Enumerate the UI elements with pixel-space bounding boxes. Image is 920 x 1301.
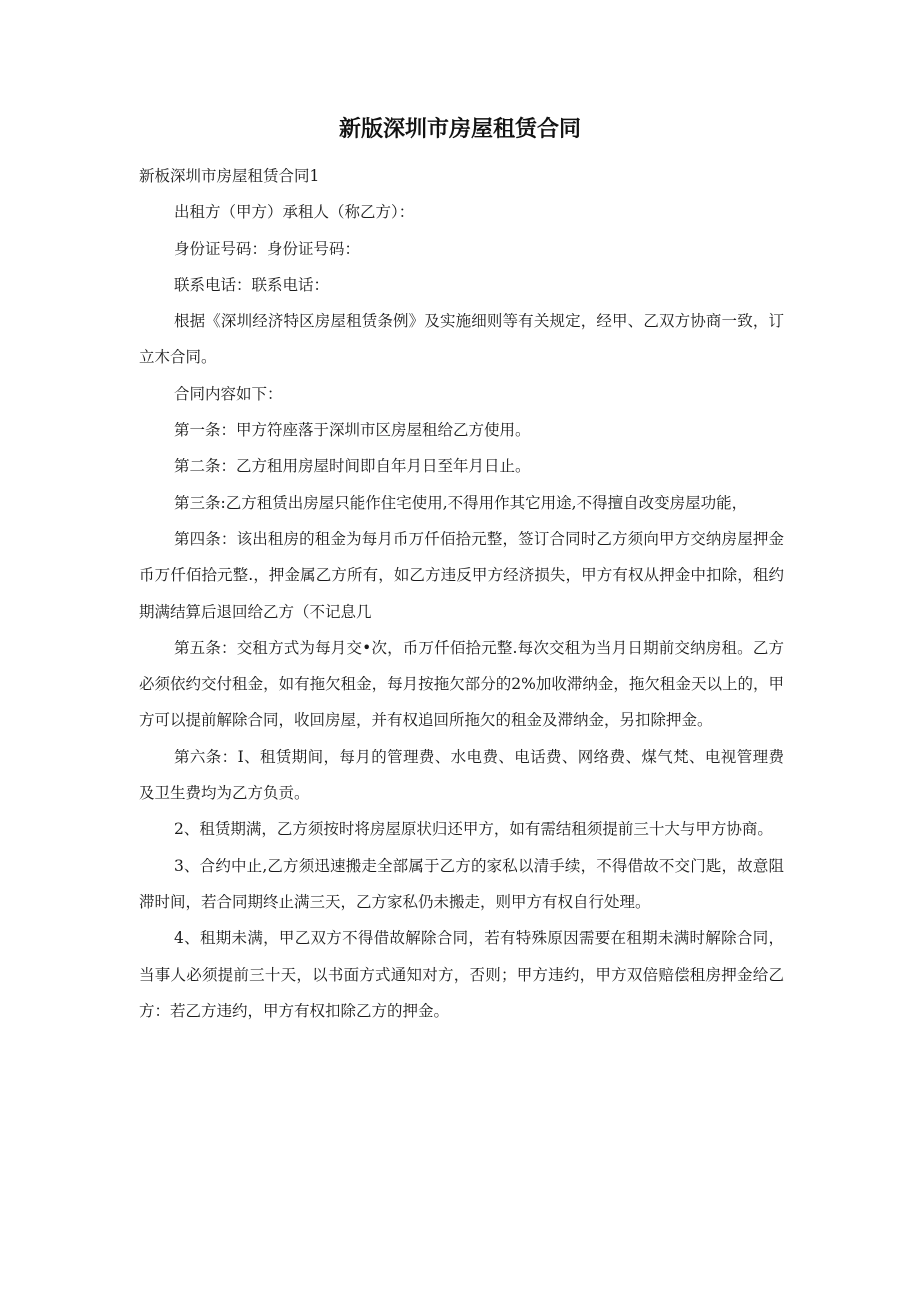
paragraph-phone-numbers: 联系电话：联系电话：: [174, 275, 330, 294]
paragraph-article-6-item-4: 4、租期未满，甲乙双方不得借故解除合同，若有特殊原因需要在租期未满时解除合同，当事人必须提前三十天，以书面方式通知对方，否则；甲方违约，甲方双倍赔偿租房押金给乙方：若乙方违约，甲方有权扣除乙方的押金。: [139, 929, 784, 1020]
paragraph-article-1: 第一条：甲方符座落于深圳市区房屋租给乙方使用。: [174, 421, 531, 440]
paragraph-parties: 出租方（甲方）承租人（称乙方）：: [174, 203, 415, 222]
paragraph-article-6-item-1: 第六条：I、租赁期间，每月的管理费、水电费、电话费、网络费、煤气梵、电视管理费及卫生费均为乙方负贡。: [139, 747, 784, 803]
paragraph-contents-intro: 合同内容如下：: [174, 384, 283, 403]
paragraph-preamble: 根据《深圳经济特区房屋租赁条例》及实施细则等有关规定，经甲、乙双方协商一致，订立木合同。: [139, 312, 784, 367]
paragraph-id-numbers: 身份证号码：身份证号码：: [174, 239, 361, 258]
paragraph-article-6-item-2: 2、租赁期满，乙方须按时将房屋原状归还甲方，如有需结租须提前三十大与甲方协商。: [174, 820, 773, 839]
paragraph-article-3: 第三条:乙方租赁出房屋只能作住宅使用,不得用作其它用途,不得擅自改变房屋功能，: [174, 493, 748, 512]
paragraph-article-5: 第五条：交租方式为每月交•次，币万仟佰拾元整.每次交租为当月日期前交纳房租。乙方必须依约交付租金，如有拖欠租金，每月按拖欠部分的2%加收滞纳金，拖欠租金天以上的，甲方可以提前解除合同，收回房屋，并有权追回所拖欠的租金及滞纳金，另扣除押金。: [139, 638, 784, 730]
paragraph-article-4: 第四条：该出租房的租金为每月币万仟佰拾元整，签订合同时乙方须向甲方交纳房屋押金币万仟佰拾元整.，押金属乙方所有，如乙方违反甲方经济损失，甲方有权从押金中扣除，租约期满结算后退回给乙方（不记息几: [139, 529, 784, 621]
document-body: [139, 158, 784, 1029]
paragraph-article-2: 第二条：乙方租用房屋时间即自年月日至年月日止。: [174, 457, 531, 476]
paragraph-article-6-item-3: 3、合约中止,乙方须迅速搬走全部属于乙方的家私以清手续，不得借故不交门匙，故意阻滞时间，若合同期终止满三天，乙方家私仍未搬走，则甲方有权自行处理。: [139, 856, 784, 911]
document-title: 新版深圳市房屋租赁合同: [338, 117, 581, 142]
document-subtitle: 新板深圳市房屋租赁合同1: [139, 167, 320, 185]
